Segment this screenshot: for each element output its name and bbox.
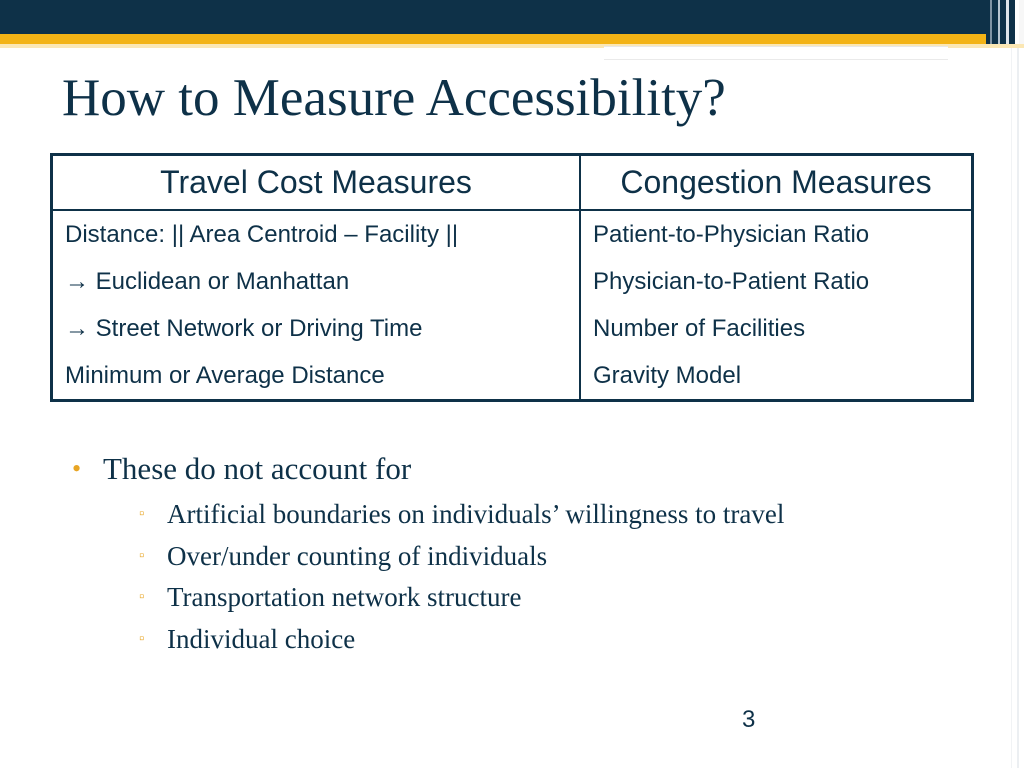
header-congestion: Congestion Measures <box>580 155 973 211</box>
right-edge-line-thin <box>1011 48 1012 768</box>
sub-bullet-item <box>103 619 784 661</box>
table-row <box>52 210 973 258</box>
sub-bullet-item <box>103 577 784 619</box>
sub-bullet-text: Artificial boundaries on individuals’ willingness to travel <box>167 499 785 529</box>
bullet-main-item <box>72 448 784 660</box>
right-edge-line <box>1017 48 1019 768</box>
header-navy-bar <box>0 0 1024 34</box>
sub-bullet-text: Transportation network structure <box>167 582 522 612</box>
sub-bullet-text: Over/under counting of individuals <box>167 540 548 571</box>
bullet-list <box>72 448 784 660</box>
table-cell: Distance: || Area Centroid – Facility || <box>52 210 581 258</box>
table-cell: Gravity Model <box>593 361 742 389</box>
sub-bullet-text: Individual choice <box>167 623 356 654</box>
sub-bullet-item <box>103 494 784 536</box>
table-cell: → Street Network or Driving Time <box>52 305 581 352</box>
square-bullet-icon: ▫ <box>139 589 145 605</box>
table-row <box>52 352 973 401</box>
square-bullet-icon: ▫ <box>139 547 145 564</box>
sub-bullet-item <box>103 536 784 578</box>
table-cell: Physician-to-Patient Ratio <box>593 267 870 295</box>
table-row <box>52 305 973 352</box>
header-edge-stripes <box>986 0 1024 44</box>
header-tab-accent <box>604 46 948 60</box>
table-cell: Minimum or Average Distance <box>52 352 581 401</box>
bullet-main-text: These do not account for <box>103 451 412 486</box>
square-bullet-icon: ▫ <box>139 506 145 522</box>
table-row <box>52 258 973 305</box>
page-number: 3 <box>742 706 756 733</box>
measures-table <box>50 153 974 402</box>
header-travel-cost: Travel Cost Measures <box>52 155 581 211</box>
square-bullet-icon: ▫ <box>139 630 145 647</box>
bullet-dot-icon: • <box>72 454 82 483</box>
slide-title: How to Measure Accessibility? <box>62 69 726 127</box>
header-gold-bar <box>0 34 1024 44</box>
sub-bullet-list <box>103 494 784 660</box>
table-cell: Number of Facilities <box>593 314 806 342</box>
table-cell: → Euclidean or Manhattan <box>52 258 581 305</box>
table-header-row <box>52 155 973 211</box>
table-cell: Patient-to-Physician Ratio <box>593 220 870 248</box>
